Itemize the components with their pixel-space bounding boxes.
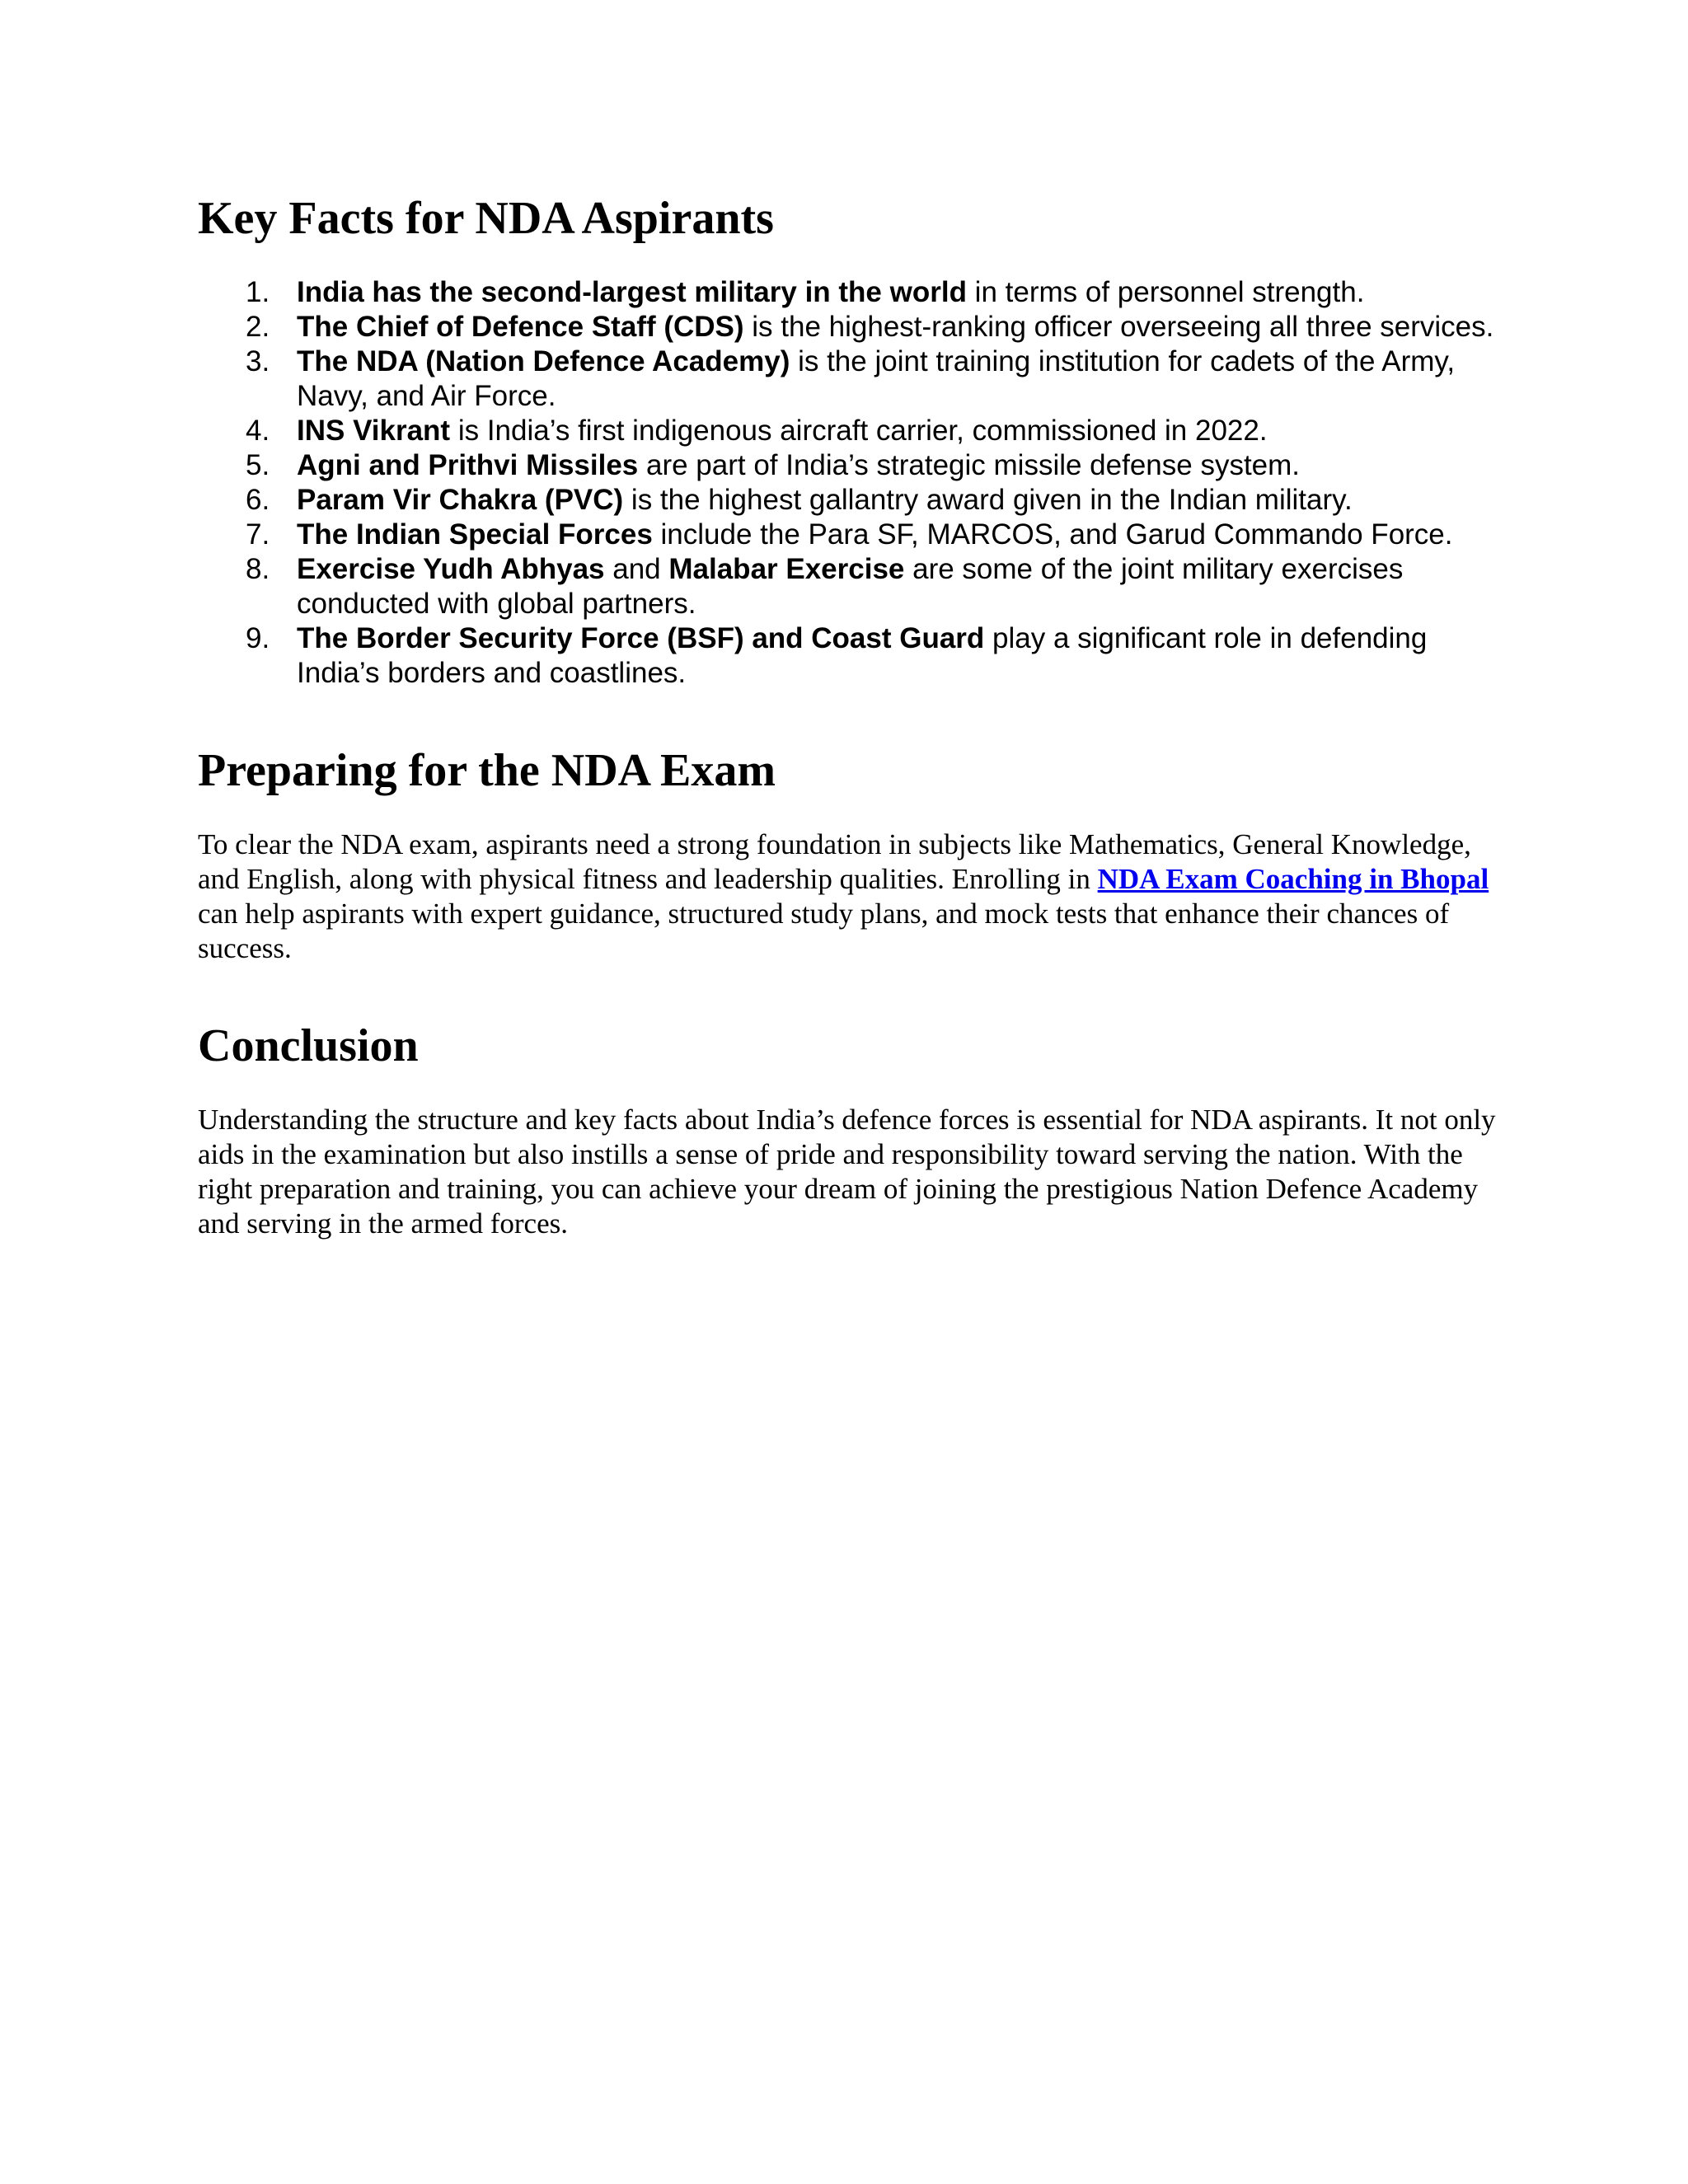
list-item-bold: The Chief of Defence Staff (CDS)	[297, 311, 744, 343]
list-item-text: is the highest gallantry award given in the Indian military.	[623, 484, 1353, 516]
list-item	[198, 621, 1500, 691]
list-number: 8.	[246, 553, 270, 585]
list-item-bold: Param Vir Chakra (PVC)	[297, 484, 624, 516]
preparing-section	[198, 742, 1500, 966]
list-item-bold: The Indian Special Forces	[297, 518, 653, 551]
list-item-text: include the Para SF, MARCOS, and Garud Commando Force.	[652, 518, 1453, 551]
list-item-text: play a significant role in defending India’s borders and coastlines.	[297, 622, 1428, 689]
preparing-text-before: To clear the NDA exam, aspirants need a strong foundation in subjects like Mathematics, General Knowledge, and English, along with physical fitness and leadership qualities. Enrolling in	[198, 828, 1471, 895]
list-item-bold: Agni and Prithvi Missiles	[297, 449, 639, 481]
list-item-bold: The Border Security Force (BSF) and Coast Guard	[297, 622, 985, 654]
list-item	[198, 310, 1500, 344]
list-number: 2.	[246, 311, 270, 343]
list-item	[198, 552, 1500, 621]
list-item	[198, 483, 1500, 518]
list-number: 1.	[246, 276, 270, 308]
list-item-text: is India’s first indigenous aircraft carrier, commissioned in 2022.	[450, 415, 1268, 447]
conclusion-paragraph: Understanding the structure and key facts about India’s defence forces is essential for NDA aspirants. It not only aids in the examination but also instills a sense of pride and responsibility toward serving the nation. With the right preparation and training, you can achieve your dream of joining the prestigious Nation Defence Academy and serving in the armed forces.	[198, 1104, 1496, 1240]
preparing-heading: Preparing for the NDA Exam	[198, 745, 776, 796]
list-number: 4.	[246, 415, 270, 447]
list-item	[198, 344, 1500, 414]
list-item-bold: Malabar Exercise	[668, 553, 905, 585]
list-number: 7.	[246, 518, 270, 551]
list-item-text: is the joint training institution for cadets of the Army, Navy, and Air Force.	[297, 345, 1456, 412]
list-item	[198, 414, 1500, 448]
preparing-paragraph	[198, 827, 1500, 966]
list-item	[198, 275, 1500, 310]
key-facts-heading: Key Facts for NDA Aspirants	[198, 193, 774, 244]
list-number: 5.	[246, 449, 270, 481]
list-number: 6.	[246, 484, 270, 516]
list-item-text: is the highest-ranking officer overseeing all three services.	[743, 311, 1494, 343]
list-item-text: in terms of personnel strength.	[966, 276, 1365, 308]
list-item-bold: India has the second-largest military in the world	[297, 276, 967, 308]
conclusion-section	[198, 1017, 1500, 1241]
list-item-text: are part of India’s strategic missile defense system.	[638, 449, 1301, 481]
list-number: 3.	[246, 345, 270, 377]
list-number: 9.	[246, 622, 270, 654]
preparing-text-after: can help aspirants with expert guidance, structured study plans, and mock tests that enhance their chances of success.	[198, 898, 1450, 964]
list-item	[198, 448, 1500, 483]
list-item	[198, 518, 1500, 552]
list-item-text: and	[604, 553, 669, 585]
key-facts-section	[198, 190, 1500, 691]
list-item-text: are some of the joint military exercises conducted with global partners.	[297, 553, 1404, 620]
list-item-bold: INS Vikrant	[297, 415, 451, 447]
conclusion-heading: Conclusion	[198, 1020, 419, 1071]
list-item-bold: Exercise Yudh Abhyas	[297, 553, 605, 585]
list-item-bold: The NDA (Nation Defence Academy)	[297, 345, 790, 377]
key-facts-list	[198, 275, 1500, 691]
document-page	[198, 190, 1500, 1241]
nda-coaching-link[interactable]: NDA Exam Coaching in Bhopal	[1097, 863, 1489, 895]
